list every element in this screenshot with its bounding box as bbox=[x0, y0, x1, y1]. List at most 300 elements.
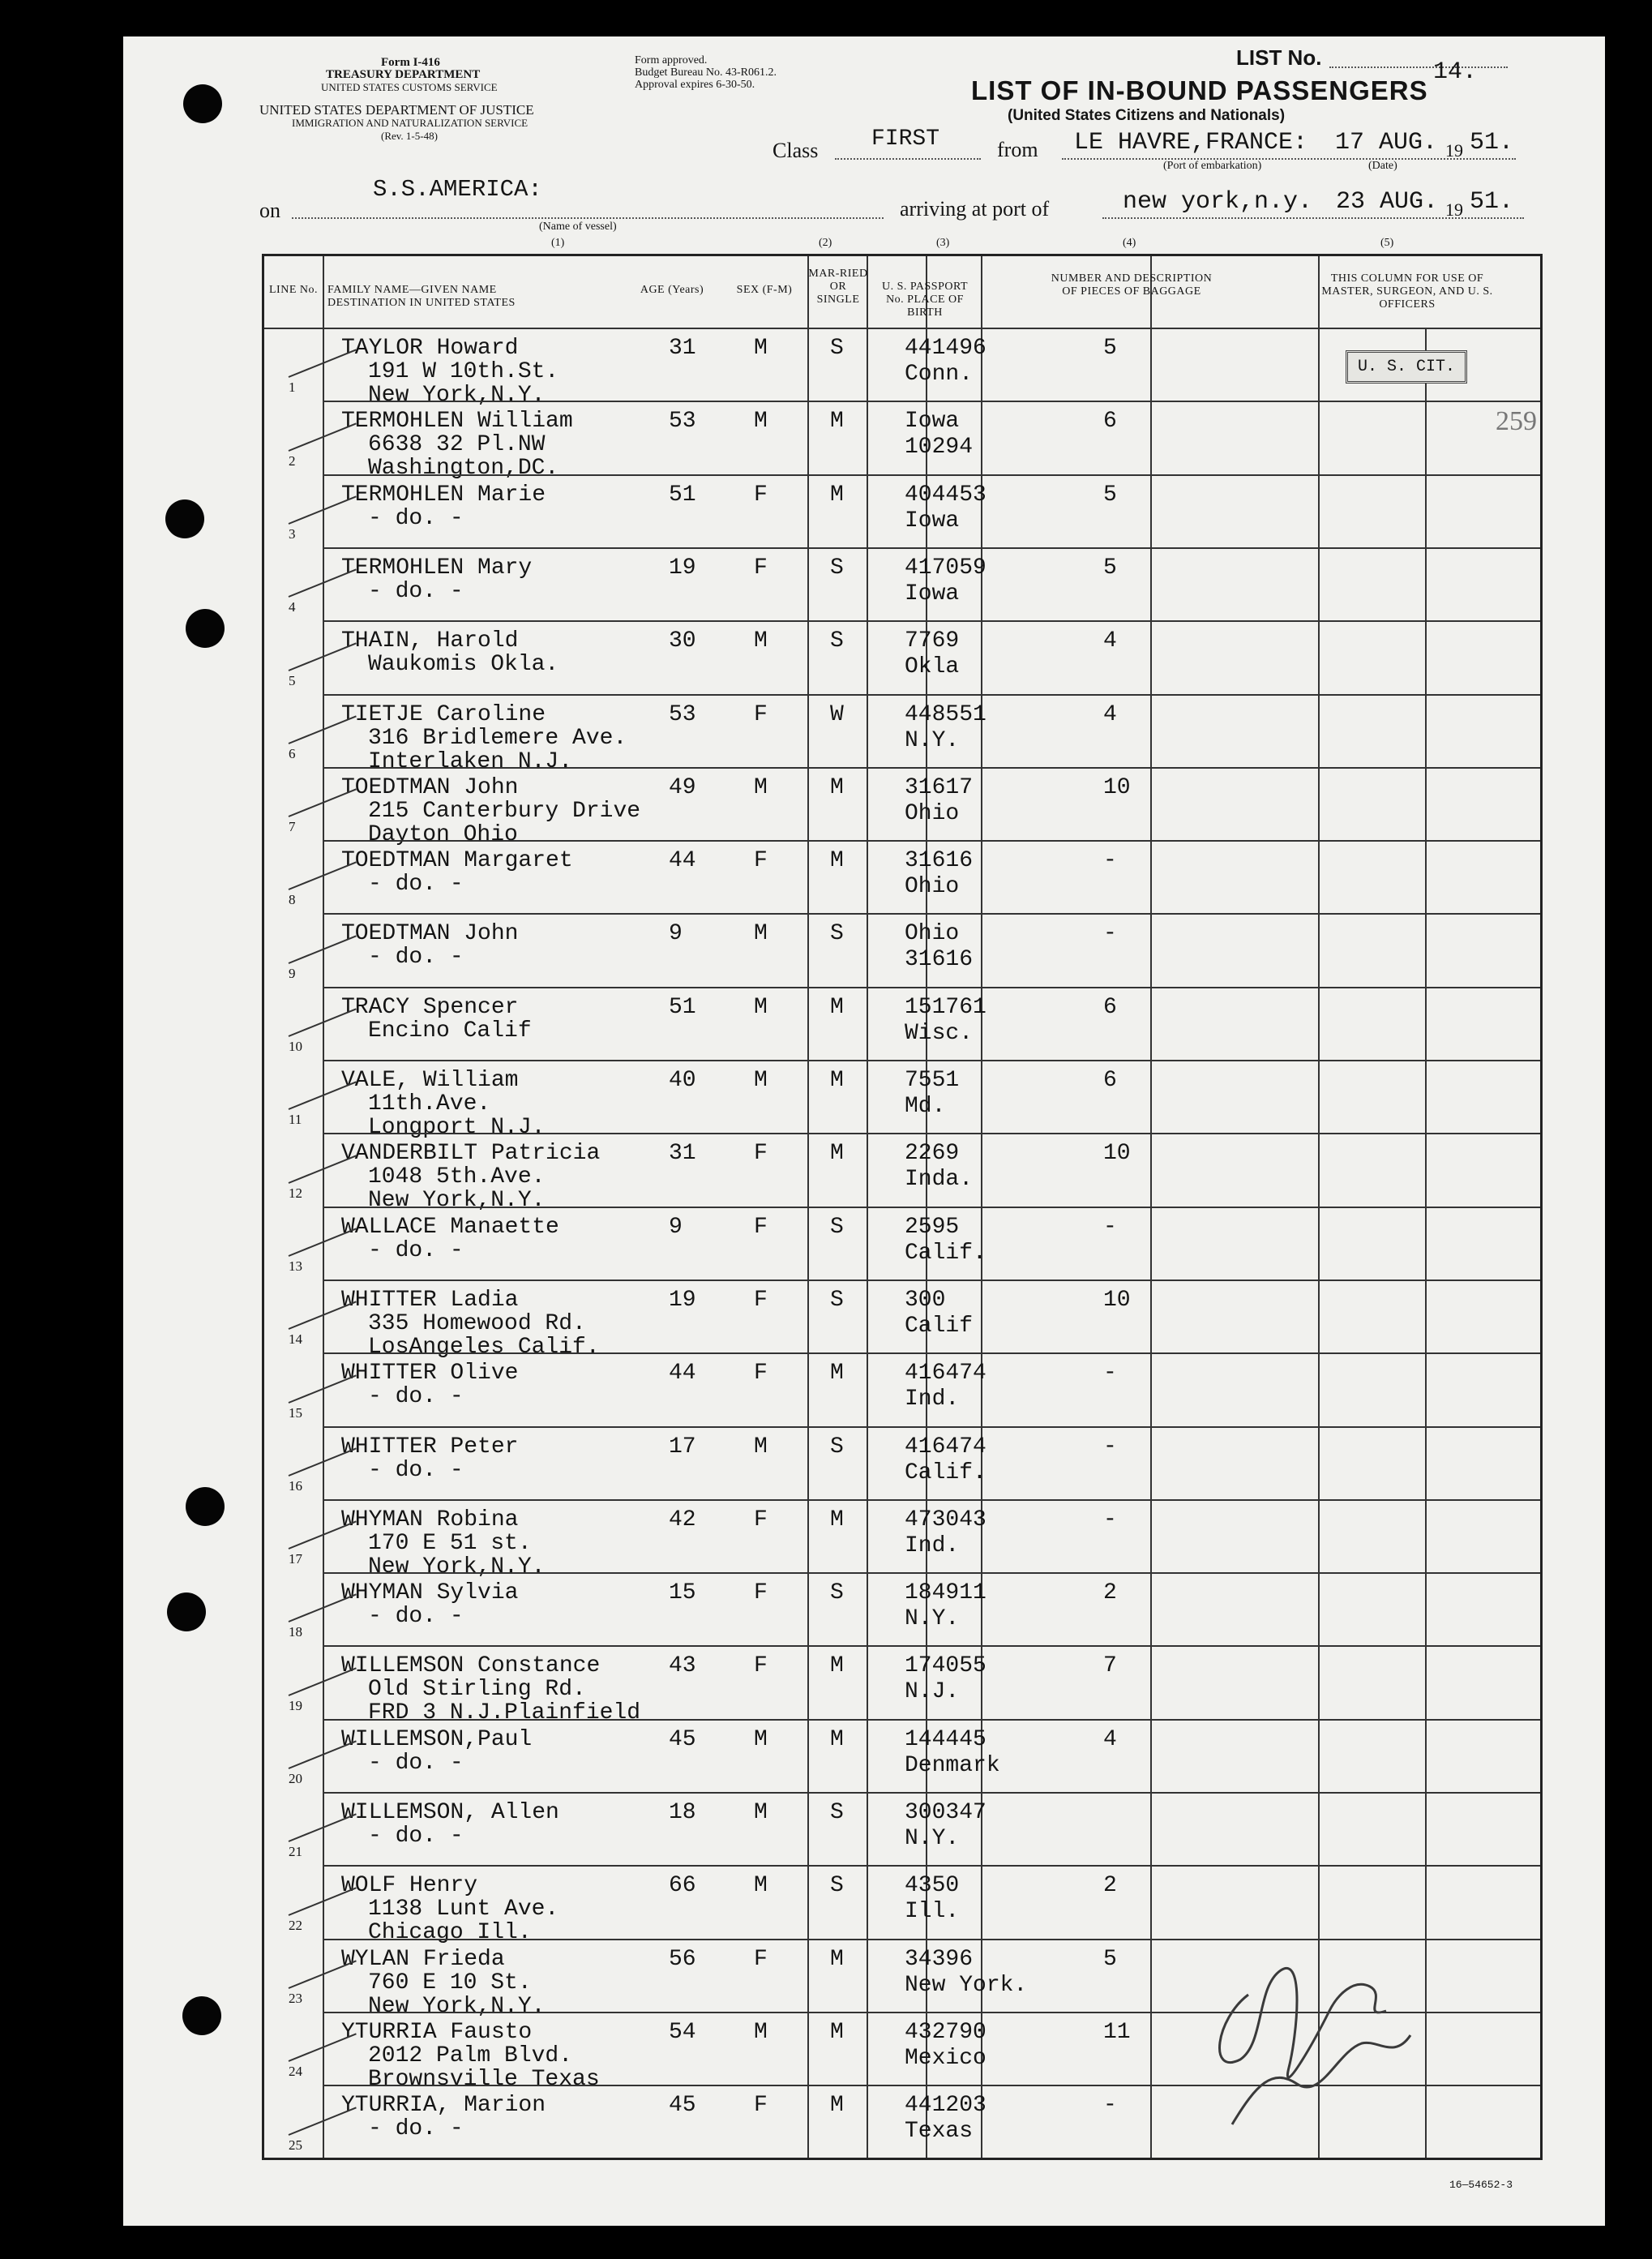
row-age: 9 bbox=[669, 1214, 683, 1240]
row-name: TERMOHLEN Mary bbox=[341, 555, 533, 581]
row-name: WILLEMSON Constance bbox=[341, 1653, 601, 1679]
row-sex: M bbox=[754, 409, 768, 435]
ins-service: IMMIGRATION AND NATURALIZATION SERVICE bbox=[292, 117, 529, 129]
row-birthplace: Iowa bbox=[905, 581, 960, 607]
column-header-baggage: NUMBER AND DESCRIPTION OF PIECES OF BAGGAGE bbox=[1051, 272, 1213, 298]
row-line-number: 24 bbox=[289, 2064, 302, 2080]
row-passport: Iowa bbox=[905, 409, 960, 435]
row-line-number: 15 bbox=[289, 1404, 302, 1421]
binder-hole bbox=[167, 1592, 206, 1631]
list-number: 14. bbox=[1433, 58, 1478, 86]
row-divider bbox=[323, 620, 1540, 622]
row-marital-status: M bbox=[830, 1653, 844, 1679]
row-address-2: Longport N.J. bbox=[368, 1115, 546, 1140]
row-marital-status: M bbox=[830, 409, 844, 435]
date-caption: (Date) bbox=[1368, 160, 1397, 172]
row-passport: 34396 bbox=[905, 1946, 974, 1972]
row-passport: 2595 bbox=[905, 1214, 960, 1240]
row-baggage: 10 bbox=[1103, 774, 1131, 800]
row-divider bbox=[323, 1645, 1540, 1647]
row-address-2: FRD 3 N.J.Plainfield bbox=[368, 1700, 641, 1726]
row-divider bbox=[323, 767, 1540, 769]
row-divider bbox=[323, 1499, 1540, 1501]
row-sex: M bbox=[754, 2019, 768, 2045]
row-marital-status: S bbox=[830, 555, 844, 581]
row-name: WYLAN Frieda bbox=[341, 1946, 505, 1972]
row-name: WILLEMSON,Paul bbox=[341, 1726, 533, 1752]
row-line-number: 13 bbox=[289, 1258, 302, 1274]
row-baggage: - bbox=[1103, 921, 1117, 947]
row-birthplace: N.J. bbox=[905, 1679, 960, 1705]
binder-hole bbox=[182, 1996, 221, 2035]
row-baggage: 2 bbox=[1103, 1873, 1117, 1899]
row-address-1: - do. - bbox=[368, 1237, 464, 1263]
row-sex: M bbox=[754, 1726, 768, 1752]
binder-hole bbox=[186, 609, 225, 648]
row-sex: F bbox=[754, 482, 768, 508]
row-baggage: 10 bbox=[1103, 1141, 1131, 1167]
approval-line-1: Form approved. bbox=[635, 54, 708, 66]
row-name: YTURRIA Fausto bbox=[341, 2019, 533, 2045]
row-name: YTURRIA, Marion bbox=[341, 2093, 546, 2119]
embarkation-port: LE HAVRE,FRANCE: bbox=[1074, 129, 1308, 156]
row-marital-status: S bbox=[830, 1873, 844, 1899]
arriving-label: arriving at port of bbox=[900, 197, 1050, 221]
row-line-number: 22 bbox=[289, 1917, 302, 1933]
row-address-1: 11th.Ave. bbox=[368, 1091, 491, 1117]
column-header-passport: U. S. PASSPORT No. PLACE OF BIRTH bbox=[881, 281, 969, 319]
row-birthplace: Calif bbox=[905, 1313, 974, 1339]
row-divider bbox=[323, 1426, 1540, 1428]
row-address-2: Interlaken N.J. bbox=[368, 748, 573, 774]
row-birthplace: 31616 bbox=[905, 947, 974, 973]
row-sex: M bbox=[754, 1873, 768, 1899]
row-birthplace: N.Y. bbox=[905, 1606, 960, 1632]
row-sex: F bbox=[754, 1361, 768, 1387]
row-passport: 441496 bbox=[905, 336, 986, 361]
column-header-sex: SEX (F-M) bbox=[736, 284, 793, 296]
row-sex: F bbox=[754, 1214, 768, 1240]
row-baggage: 6 bbox=[1103, 1068, 1117, 1093]
row-sex: M bbox=[754, 1800, 768, 1825]
row-marital-status: M bbox=[830, 1507, 844, 1532]
row-age: 44 bbox=[669, 1361, 696, 1387]
row-passport: 4350 bbox=[905, 1873, 960, 1899]
row-divider bbox=[323, 1207, 1540, 1208]
row-marital-status: M bbox=[830, 1726, 844, 1752]
row-marital-status: M bbox=[830, 774, 844, 800]
row-sex: M bbox=[754, 921, 768, 947]
row-name: TOEDTMAN Margaret bbox=[341, 848, 573, 874]
row-passport: 416474 bbox=[905, 1434, 986, 1460]
row-address-2: New York,N.Y. bbox=[368, 1554, 546, 1580]
row-line-number: 17 bbox=[289, 1551, 302, 1567]
row-sex: M bbox=[754, 628, 768, 654]
embarkation-date: 17 AUG. bbox=[1335, 129, 1438, 156]
row-passport: 174055 bbox=[905, 1653, 986, 1679]
row-passport: 151761 bbox=[905, 994, 986, 1020]
row-birthplace: N.Y. bbox=[905, 1826, 960, 1851]
column-number-1: (1) bbox=[551, 237, 565, 249]
row-baggage: 5 bbox=[1103, 482, 1117, 508]
row-birthplace: Ill. bbox=[905, 1899, 960, 1925]
row-divider bbox=[323, 1572, 1540, 1574]
manifest-subtitle: (United States Citizens and Nationals) bbox=[1008, 107, 1286, 124]
row-divider bbox=[323, 401, 1540, 402]
row-sex: F bbox=[754, 1507, 768, 1532]
row-sex: M bbox=[754, 1068, 768, 1093]
row-age: 56 bbox=[669, 1946, 696, 1972]
row-passport: 31617 bbox=[905, 774, 974, 800]
row-marital-status: M bbox=[830, 1141, 844, 1167]
row-marital-status: M bbox=[830, 2093, 844, 2119]
binder-hole bbox=[183, 84, 222, 123]
row-address-1: Encino Calif bbox=[368, 1018, 532, 1044]
row-address-1: - do. - bbox=[368, 578, 464, 604]
on-label: on bbox=[259, 199, 280, 222]
arrival-year-prefix: 19 bbox=[1445, 199, 1463, 220]
row-age: 53 bbox=[669, 701, 696, 727]
row-divider bbox=[323, 987, 1540, 988]
row-baggage: 11 bbox=[1103, 2019, 1131, 2045]
row-address-1: 6638 32 Pl.NW bbox=[368, 432, 546, 458]
row-line-number: 19 bbox=[289, 1697, 302, 1713]
row-divider bbox=[323, 474, 1540, 476]
column-header-age: AGE (Years) bbox=[640, 284, 704, 296]
row-baggage: - bbox=[1103, 1361, 1117, 1387]
row-passport: 300 bbox=[905, 1287, 946, 1313]
row-name: TRACY Spencer bbox=[341, 994, 519, 1020]
row-address-1: - do. - bbox=[368, 872, 464, 898]
row-birthplace: Md. bbox=[905, 1094, 946, 1119]
row-passport: 7769 bbox=[905, 628, 960, 654]
row-passport: 184911 bbox=[905, 1580, 986, 1606]
row-name: VANDERBILT Patricia bbox=[341, 1141, 601, 1167]
row-sex: F bbox=[754, 701, 768, 727]
row-baggage: - bbox=[1103, 1214, 1117, 1240]
row-passport: 441203 bbox=[905, 2093, 986, 2119]
row-sex: F bbox=[754, 1141, 768, 1167]
row-sex: F bbox=[754, 555, 768, 581]
row-age: 45 bbox=[669, 1726, 696, 1752]
row-name: TERMOHLEN William bbox=[341, 409, 573, 435]
row-marital-status: S bbox=[830, 1214, 844, 1240]
row-baggage: 7 bbox=[1103, 1653, 1117, 1679]
row-line-number: 3 bbox=[289, 525, 296, 542]
row-sex: M bbox=[754, 336, 768, 361]
row-marital-status: M bbox=[830, 482, 844, 508]
row-line-number: 18 bbox=[289, 1624, 302, 1640]
class-value: FIRST bbox=[871, 126, 940, 152]
row-line-number: 10 bbox=[289, 1039, 302, 1054]
row-address-2: Washington,DC. bbox=[368, 456, 559, 482]
row-sex: F bbox=[754, 1580, 768, 1606]
row-marital-status: S bbox=[830, 1800, 844, 1825]
row-address-1: - do. - bbox=[368, 1750, 464, 1776]
approval-line-3: Approval expires 6-30-50. bbox=[635, 79, 755, 91]
row-address-1: - do. - bbox=[368, 505, 464, 531]
row-address-1: - do. - bbox=[368, 2116, 464, 2142]
row-address-2: New York,N.Y. bbox=[368, 1993, 546, 2019]
row-address-1: 170 E 51 st. bbox=[368, 1530, 532, 1556]
row-age: 51 bbox=[669, 482, 696, 508]
row-line-number: 16 bbox=[289, 1477, 302, 1494]
class-label: Class bbox=[773, 139, 819, 162]
justice-department: UNITED STATES DEPARTMENT OF JUSTICE bbox=[259, 102, 534, 118]
row-address-1: Old Stirling Rd. bbox=[368, 1677, 586, 1703]
us-citizen-stamp: U. S. CIT. bbox=[1346, 350, 1467, 384]
row-address-1: - do. - bbox=[368, 945, 464, 971]
row-marital-status: S bbox=[830, 336, 844, 361]
row-line-number: 14 bbox=[289, 1331, 302, 1348]
row-address-1: 760 E 10 St. bbox=[368, 1970, 532, 1995]
row-sex: M bbox=[754, 994, 768, 1020]
row-age: 40 bbox=[669, 1068, 696, 1093]
port-caption: (Port of embarkation) bbox=[1163, 160, 1262, 172]
passenger-table bbox=[262, 254, 1543, 2160]
row-marital-status: S bbox=[830, 1434, 844, 1460]
row-sex: F bbox=[754, 1287, 768, 1313]
row-birthplace: Denmark bbox=[905, 1752, 1000, 1778]
row-birthplace: Texas bbox=[905, 2119, 974, 2145]
row-divider bbox=[323, 840, 1540, 842]
row-address-2: LosAngeles Calif. bbox=[368, 1334, 600, 1360]
binder-hole bbox=[165, 499, 204, 538]
row-divider bbox=[323, 1133, 1540, 1134]
row-birthplace: Iowa bbox=[905, 508, 960, 534]
row-address-2: New York,N.Y. bbox=[368, 383, 546, 408]
row-age: 51 bbox=[669, 994, 696, 1020]
row-line-number: 11 bbox=[289, 1112, 302, 1128]
row-passport: 404453 bbox=[905, 482, 986, 508]
row-birthplace: N.Y. bbox=[905, 727, 960, 753]
row-address-2: Brownsville Texas bbox=[368, 2066, 600, 2092]
row-marital-status: M bbox=[830, 1361, 844, 1387]
from-label: from bbox=[997, 138, 1038, 161]
row-address-1: - do. - bbox=[368, 1384, 464, 1410]
row-marital-status: S bbox=[830, 921, 844, 947]
row-sex: F bbox=[754, 1946, 768, 1972]
row-age: 66 bbox=[669, 1873, 696, 1899]
row-address-1: 191 W 10th.St. bbox=[368, 359, 559, 384]
row-name: TIETJE Caroline bbox=[341, 701, 546, 727]
row-name: TERMOHLEN Marie bbox=[341, 482, 546, 508]
manifest-title: LIST OF IN-BOUND PASSENGERS bbox=[971, 75, 1428, 105]
margin-number: 259 bbox=[1496, 406, 1537, 436]
row-passport: 144445 bbox=[905, 1726, 986, 1752]
row-address-1: 316 Bridlemere Ave. bbox=[368, 725, 627, 751]
row-baggage: - bbox=[1103, 848, 1117, 874]
row-marital-status: M bbox=[830, 994, 844, 1020]
column-number-2: (2) bbox=[819, 237, 832, 249]
row-marital-status: M bbox=[830, 1068, 844, 1093]
row-line-number: 8 bbox=[289, 892, 296, 908]
arrival-date: 23 AUG. bbox=[1336, 188, 1439, 216]
row-line-number: 5 bbox=[289, 672, 296, 688]
customs-service: UNITED STATES CUSTOMS SERVICE bbox=[321, 81, 498, 93]
row-address-1: 1138 Lunt Ave. bbox=[368, 1897, 559, 1923]
row-passport: 2269 bbox=[905, 1141, 960, 1167]
row-age: 44 bbox=[669, 848, 696, 874]
row-passport: 473043 bbox=[905, 1507, 986, 1532]
row-age: 54 bbox=[669, 2019, 696, 2045]
row-marital-status: W bbox=[830, 701, 844, 727]
row-name: WHYMAN Sylvia bbox=[341, 1580, 519, 1606]
row-address-1: - do. - bbox=[368, 1824, 464, 1849]
row-birthplace: Mexico bbox=[905, 2045, 986, 2071]
arrival-port: new york,n.y. bbox=[1123, 188, 1313, 216]
row-baggage: 4 bbox=[1103, 1726, 1117, 1752]
row-baggage: 4 bbox=[1103, 701, 1117, 727]
row-name: WOLF Henry bbox=[341, 1873, 478, 1899]
row-name: WALLACE Manaette bbox=[341, 1214, 559, 1240]
row-name: VALE, William bbox=[341, 1068, 519, 1093]
row-name: WILLEMSON, Allen bbox=[341, 1800, 559, 1825]
row-address-1: 1048 5th.Ave. bbox=[368, 1164, 546, 1190]
row-birthplace: Okla bbox=[905, 654, 960, 680]
row-name: TOEDTMAN John bbox=[341, 774, 519, 800]
column-header-line-no: LINE No. bbox=[269, 284, 318, 296]
row-age: 18 bbox=[669, 1800, 696, 1825]
column-number-5: (5) bbox=[1380, 237, 1394, 249]
row-birthplace: Calif. bbox=[905, 1240, 986, 1266]
row-line-number: 4 bbox=[289, 599, 296, 615]
row-age: 19 bbox=[669, 555, 696, 581]
row-address-1: - do. - bbox=[368, 1457, 464, 1483]
row-name: WHITTER Ladia bbox=[341, 1287, 519, 1313]
row-name: THAIN, Harold bbox=[341, 628, 519, 654]
row-passport: 432790 bbox=[905, 2019, 986, 2045]
row-baggage: - bbox=[1103, 2093, 1117, 2119]
officer-signature bbox=[1200, 1922, 1427, 2133]
row-birthplace: Ohio bbox=[905, 874, 960, 900]
row-age: 53 bbox=[669, 409, 696, 435]
revision: (Rev. 1-5-48) bbox=[381, 130, 438, 142]
row-address-1: 2012 Palm Blvd. bbox=[368, 2043, 573, 2068]
row-birthplace: Inda. bbox=[905, 1167, 974, 1193]
row-divider bbox=[323, 694, 1540, 696]
footer-code: 16—54652-3 bbox=[1449, 2179, 1513, 2191]
row-marital-status: M bbox=[830, 848, 844, 874]
row-line-number: 21 bbox=[289, 1844, 302, 1860]
row-line-number: 6 bbox=[289, 745, 296, 761]
column-number-3: (3) bbox=[936, 237, 950, 249]
vessel-caption: (Name of vessel) bbox=[539, 221, 617, 233]
row-address-1: 335 Homewood Rd. bbox=[368, 1310, 586, 1336]
row-name: WHITTER Olive bbox=[341, 1361, 519, 1387]
column-header-officers: THIS COLUMN FOR USE OF MASTER, SURGEON, AND U. S. OFFICERS bbox=[1321, 272, 1493, 311]
arrival-year: 51. bbox=[1470, 188, 1514, 216]
row-address-1: 215 Canterbury Drive bbox=[368, 798, 641, 824]
row-birthplace: Ind. bbox=[905, 1387, 960, 1412]
row-marital-status: M bbox=[830, 2019, 844, 2045]
row-name: WHYMAN Robina bbox=[341, 1507, 519, 1532]
row-divider bbox=[323, 1280, 1540, 1281]
row-age: 30 bbox=[669, 628, 696, 654]
row-sex: M bbox=[754, 1434, 768, 1460]
row-address-1: Waukomis Okla. bbox=[368, 652, 559, 678]
row-passport: 448551 bbox=[905, 701, 986, 727]
row-name: TAYLOR Howard bbox=[341, 336, 519, 361]
list-no-label: LIST No. bbox=[1236, 45, 1322, 70]
binder-hole bbox=[186, 1487, 225, 1526]
row-age: 19 bbox=[669, 1287, 696, 1313]
row-birthplace: Ind. bbox=[905, 1532, 960, 1558]
row-age: 9 bbox=[669, 921, 683, 947]
row-address-2: New York,N.Y. bbox=[368, 1188, 546, 1214]
row-age: 43 bbox=[669, 1653, 696, 1679]
row-baggage: 6 bbox=[1103, 409, 1117, 435]
row-line-number: 2 bbox=[289, 452, 296, 469]
row-divider bbox=[323, 1792, 1540, 1794]
row-age: 49 bbox=[669, 774, 696, 800]
row-sex: F bbox=[754, 1653, 768, 1679]
row-baggage: 2 bbox=[1103, 1580, 1117, 1606]
row-passport: Ohio bbox=[905, 921, 960, 947]
row-divider bbox=[323, 547, 1540, 549]
row-sex: M bbox=[754, 774, 768, 800]
row-line-number: 12 bbox=[289, 1185, 302, 1201]
row-age: 42 bbox=[669, 1507, 696, 1532]
row-age: 31 bbox=[669, 336, 696, 361]
vessel-name: S.S.AMERICA: bbox=[373, 176, 542, 203]
row-divider bbox=[323, 1060, 1540, 1061]
row-age: 15 bbox=[669, 1580, 696, 1606]
row-sex: F bbox=[754, 2093, 768, 2119]
row-name: TOEDTMAN John bbox=[341, 921, 519, 947]
row-passport: 417059 bbox=[905, 555, 986, 581]
row-divider bbox=[323, 1352, 1540, 1354]
row-passport: 416474 bbox=[905, 1361, 986, 1387]
row-passport: 300347 bbox=[905, 1800, 986, 1825]
row-line-number: 23 bbox=[289, 1990, 302, 2006]
row-sex: F bbox=[754, 848, 768, 874]
row-baggage: - bbox=[1103, 1434, 1117, 1460]
form-number: Form I-416 bbox=[381, 56, 440, 69]
row-baggage: 6 bbox=[1103, 994, 1117, 1020]
row-age: 31 bbox=[669, 1141, 696, 1167]
approval-line-2: Budget Bureau No. 43-R061.2. bbox=[635, 66, 777, 79]
row-passport: 7551 bbox=[905, 1068, 960, 1093]
row-baggage: 5 bbox=[1103, 336, 1117, 361]
row-address-1: - do. - bbox=[368, 1604, 464, 1630]
row-marital-status: S bbox=[830, 628, 844, 654]
row-line-number: 25 bbox=[289, 2137, 302, 2153]
column-header-name: FAMILY NAME—GIVEN NAME DESTINATION IN UNITED STATES bbox=[327, 284, 516, 310]
row-line-number: 1 bbox=[289, 379, 296, 396]
row-name: WHITTER Peter bbox=[341, 1434, 519, 1460]
row-marital-status: M bbox=[830, 1946, 844, 1972]
row-line-number: 9 bbox=[289, 965, 296, 981]
row-birthplace: New York. bbox=[905, 1972, 1028, 1998]
row-age: 45 bbox=[669, 2093, 696, 2119]
row-baggage: 10 bbox=[1103, 1287, 1131, 1313]
row-age: 17 bbox=[669, 1434, 696, 1460]
row-baggage: 4 bbox=[1103, 628, 1117, 654]
year-prefix: 19 bbox=[1445, 140, 1463, 161]
row-marital-status: S bbox=[830, 1287, 844, 1313]
row-birthplace: Conn. bbox=[905, 362, 974, 387]
embarkation-year: 51. bbox=[1470, 129, 1514, 156]
row-address-2: Dayton Ohio bbox=[368, 821, 518, 847]
row-marital-status: S bbox=[830, 1580, 844, 1606]
treasury-department: TREASURY DEPARTMENT bbox=[326, 68, 481, 81]
row-divider bbox=[323, 1719, 1540, 1721]
row-birthplace: Ohio bbox=[905, 800, 960, 826]
row-baggage: - bbox=[1103, 1507, 1117, 1532]
row-birthplace: Wisc. bbox=[905, 1020, 974, 1046]
column-number-4: (4) bbox=[1123, 237, 1136, 249]
